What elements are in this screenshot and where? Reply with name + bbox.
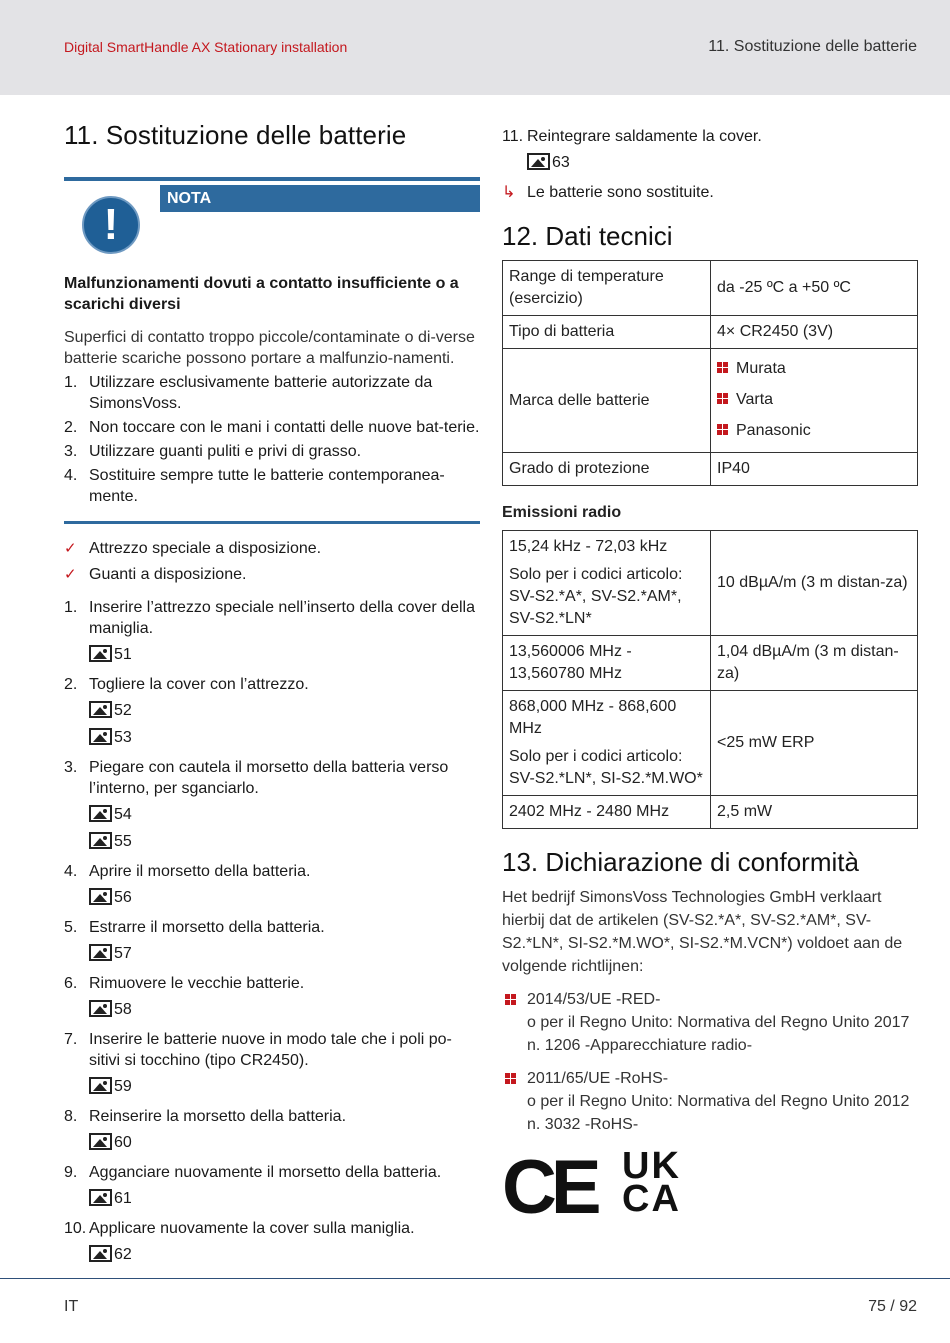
footer-language: IT: [64, 1298, 79, 1315]
image-icon: [89, 888, 112, 905]
bullet-icon: [505, 994, 516, 1005]
tech-data-title: 12. Dati tecnici: [502, 221, 673, 251]
bullet-icon: [505, 1073, 516, 1084]
image-icon: [527, 153, 550, 170]
step-item: 11. Reintegrare saldamente la cover. 63: [502, 126, 918, 174]
figure-ref[interactable]: 63: [527, 152, 918, 174]
section-title: 11. Sostituzione delle batterie: [64, 120, 407, 150]
result-arrow-icon: ↳: [502, 184, 516, 201]
step-item: 9. Agganciare nuovamente il morsetto della batteria. 61: [64, 1162, 480, 1210]
image-icon: [89, 1245, 112, 1262]
header-section-title: 11. Sostituzione delle batterie: [708, 38, 917, 55]
table-row: [503, 531, 918, 636]
table-cell: 868,000 MHz - 868,600 MHz Solo per i codici articolo: SV-S2.*LN*, SI-S2.*M.WO*: [503, 691, 711, 796]
list-item: 3. Utilizzare guanti puliti e privi di grasso.: [64, 443, 362, 460]
image-icon: [89, 701, 112, 718]
result-line: ↳ Le batterie sono sostituite.: [502, 184, 714, 201]
bullet-icon: [717, 424, 728, 435]
prerequisite-item: ✓ Attrezzo speciale a disposizione.: [64, 540, 322, 557]
figure-ref[interactable]: 58: [89, 999, 480, 1021]
image-icon: [89, 1077, 112, 1094]
image-icon: [89, 645, 112, 662]
figure-ref[interactable]: 60: [89, 1132, 480, 1154]
figure-ref[interactable]: 52: [89, 700, 480, 722]
note-label: NOTA: [160, 185, 480, 212]
table-cell: 10 dBµA/m (3 m distan-za): [711, 531, 918, 636]
prerequisite-item: ✓ Guanti a disposizione.: [64, 566, 247, 583]
table-row: [503, 349, 918, 453]
step-item: 8. Reinserire la morsetto della batteria. 60: [64, 1106, 480, 1154]
image-icon: [89, 944, 112, 961]
table-cell: Tipo di batteria: [503, 316, 711, 349]
image-icon: [89, 1000, 112, 1017]
ce-mark-logo: CE: [502, 1145, 596, 1230]
checkmark-icon: ✓: [64, 566, 77, 583]
table-cell: Range di temperature (esercizio): [503, 261, 711, 316]
step-item: 3. Piegare con cautela il morsetto della batteria verso l’interno, per sganciarlo. 54 55: [64, 757, 480, 853]
tech-data-table: [502, 260, 918, 486]
step-item: 10. Applicare nuovamente la cover sulla maniglia. 62: [64, 1218, 480, 1266]
table-cell: Marca delle batterie: [503, 349, 711, 453]
figure-ref[interactable]: 62: [89, 1244, 480, 1266]
image-icon: [89, 728, 112, 745]
figure-ref[interactable]: 56: [89, 887, 480, 909]
table-cell: 1,04 dBµA/m (3 m distan-za): [711, 636, 918, 691]
prerequisites: [64, 538, 480, 585]
list-item: 2014/53/UE -RED- o per il Regno Unito: Normativa del Regno Unito 2017 n. 1206 -Apparecchiature radio-: [502, 988, 918, 1057]
list-item: 2011/65/UE -RoHS- o per il Regno Unito: Normativa del Regno Unito 2012 n. 3032 -RoHS-: [502, 1067, 918, 1136]
table-cell: IP40: [711, 453, 918, 486]
image-icon: [89, 805, 112, 822]
figure-ref[interactable]: 61: [89, 1188, 480, 1210]
table-cell: 13,560006 MHz - 13,560780 MHz: [503, 636, 711, 691]
list-item: 2. Non toccare con le mani i contatti delle nuove bat-terie.: [64, 419, 480, 436]
bullet-icon: [717, 362, 728, 373]
bullet-icon: [717, 393, 728, 404]
table-row: [503, 261, 918, 316]
list-item: 1. Utilizzare esclusivamente batterie autorizzate da SimonsVoss.: [64, 374, 433, 412]
table-row: [503, 691, 918, 796]
image-icon: [89, 1133, 112, 1150]
exclamation-icon: !: [82, 196, 140, 254]
list-item: Murata: [717, 354, 911, 385]
note-bottom-divider: [64, 521, 480, 524]
procedure-steps-continued: [502, 126, 918, 174]
table-row: [503, 636, 918, 691]
page-header: [0, 0, 950, 95]
table-cell: [711, 349, 918, 453]
figure-ref[interactable]: 57: [89, 943, 480, 965]
conformity-title: 13. Dichiarazione di conformità: [502, 847, 859, 877]
note-top-bar: [64, 177, 480, 181]
left-column: [64, 120, 480, 1274]
note-box: [64, 177, 480, 259]
header-product-title: Digital SmartHandle AX Stationary installation: [64, 39, 348, 55]
table-row: [503, 453, 918, 486]
table-cell: da -25 ºC a +50 ºC: [711, 261, 918, 316]
figure-ref[interactable]: 59: [89, 1076, 480, 1098]
footer-divider: [0, 1278, 950, 1279]
checkmark-icon: ✓: [64, 540, 77, 557]
step-item: 4. Aprire il morsetto della batteria. 56: [64, 861, 480, 909]
step-item: 1. Inserire l’attrezzo speciale nell’inserto della cover della maniglia. 51: [64, 597, 480, 666]
figure-ref[interactable]: 51: [89, 644, 480, 666]
procedure-steps: [64, 597, 480, 1266]
table-cell: 2402 MHz - 2480 MHz: [503, 796, 711, 829]
table-cell: Grado di protezione: [503, 453, 711, 486]
figure-ref[interactable]: 53: [89, 727, 480, 749]
list-item: Panasonic: [717, 416, 911, 447]
radio-emissions-title: Emissioni radio: [502, 504, 622, 521]
note-steps: [64, 372, 480, 507]
certification-logos: [502, 1145, 918, 1230]
step-item: 2. Togliere la cover con l’attrezzo. 52 53: [64, 674, 480, 749]
note-title: Malfunzionamenti dovuti a contatto insufficiente o a scarichi diversi: [64, 275, 459, 313]
image-icon: [89, 832, 112, 849]
table-cell: <25 mW ERP: [711, 691, 918, 796]
image-icon: [89, 1189, 112, 1206]
step-item: 5. Estrarre il morsetto della batteria. 57: [64, 917, 480, 965]
right-column: [502, 120, 918, 1230]
ukca-mark-logo: UK CA: [622, 1145, 681, 1220]
list-item: 4. Sostituire sempre tutte le batterie contemporanea-mente.: [64, 467, 445, 505]
figure-ref[interactable]: 55: [89, 831, 480, 853]
step-item: 7. Inserire le batterie nuove in modo tale che i poli po-sitivi si tocchino (tipo CR2450). 59: [64, 1029, 480, 1098]
table-row: [503, 796, 918, 829]
list-item: Varta: [717, 385, 911, 416]
conformity-body: Het bedrijf SimonsVoss Technologies GmbH verklaart hierbij dat de artikelen (SV-S2.*A*, SV-S2.*AM*, SV-S2.*LN*, SI-S2.*M.WO*, SI-S2.*M.VCN*) voldoet aan de volgende richtlijnen:: [502, 889, 903, 975]
step-item: 6. Rimuovere le vecchie batterie. 58: [64, 973, 480, 1021]
radio-emissions-table: [502, 530, 918, 829]
table-row: [503, 316, 918, 349]
table-cell: 4× CR2450 (3V): [711, 316, 918, 349]
note-body: Superfici di contatto troppo piccole/contaminate o di-verse batterie scariche possono portare a malfunzio-namenti.: [64, 329, 475, 367]
table-cell: 15,24 kHz - 72,03 kHz Solo per i codici articolo: SV-S2.*A*, SV-S2.*AM*, SV-S2.*LN*: [503, 531, 711, 636]
figure-ref[interactable]: 54: [89, 804, 480, 826]
page-number: 75 / 92: [868, 1298, 917, 1315]
table-cell: 2,5 mW: [711, 796, 918, 829]
